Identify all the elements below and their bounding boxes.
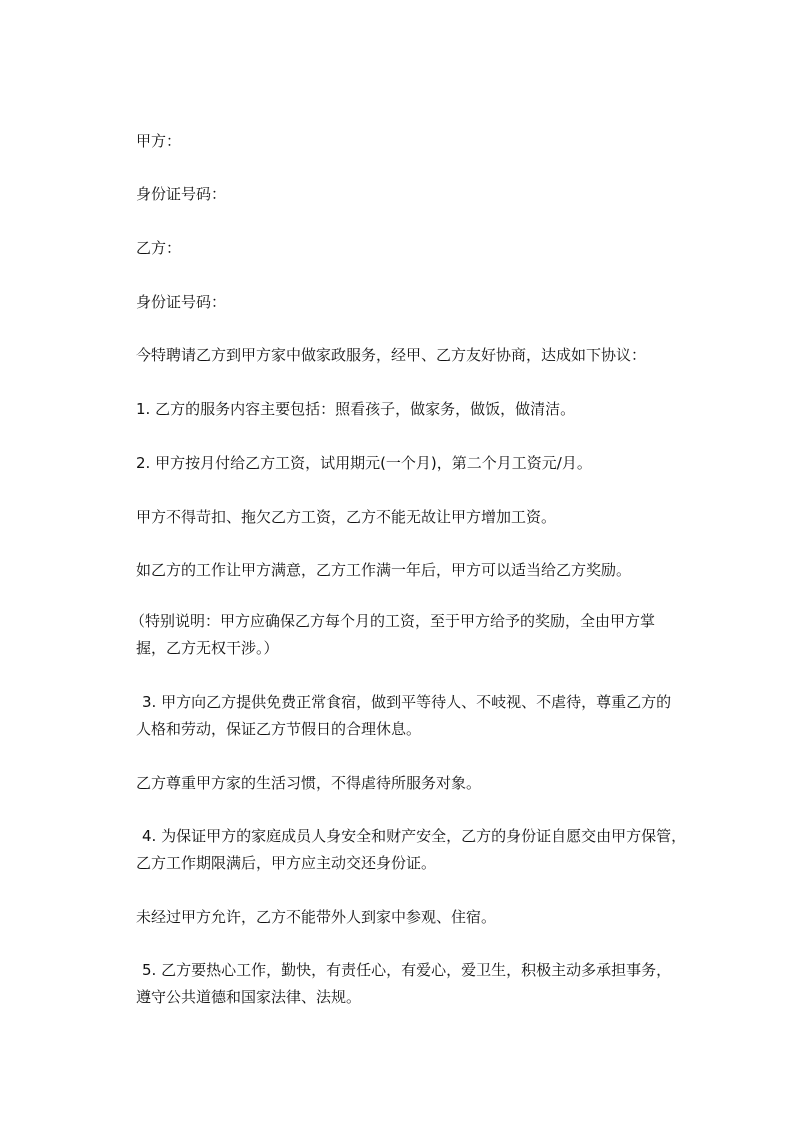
clause-4-line-1: 4. 为保证甲方的家庭成员人身安全和财产安全，乙方的身份证自愿交由甲方保管， [142, 827, 687, 845]
clause-4-line-2: 乙方工作期限满后，甲方应主动交还身份证。 [136, 854, 437, 872]
clause-3-line-1: 3. 甲方向乙方提供免费正常食宿，做到平等待人、不岐视、不虐待，尊重乙方的 [142, 693, 672, 711]
clause-2: 2. 甲方按月付给乙方工资，试用期元(一个月)，第二个月工资元/月。 [136, 454, 592, 472]
clause-3-extra: 乙方尊重甲方家的生活习惯，不得虐待所服务对象。 [136, 774, 482, 792]
clause-2-wage-rule: 甲方不得苛扣、拖欠乙方工资，乙方不能无故让甲方增加工资。 [136, 508, 557, 526]
clause-5-line-1: 5. 乙方要热心工作，勤快，有责任心，有爱心，爱卫生，积极主动多承担事务， [142, 961, 672, 979]
agreement-intro: 今特聘请乙方到甲方家中做家政服务，经甲、乙方友好协商，达成如下协议： [136, 346, 647, 364]
clause-1: 1. 乙方的服务内容主要包括：照看孩子，做家务，做饭，做清洁。 [136, 400, 576, 418]
special-note-line-1: （特别说明：甲方应确保乙方每个月的工资，至于甲方给予的奖励，全由甲方掌 [130, 612, 656, 630]
party-b-id-label: 身份证号码： [136, 293, 227, 311]
clause-5-line-2: 遵守公共道德和国家法律、法规。 [136, 988, 362, 1006]
party-b-label: 乙方： [136, 239, 182, 257]
party-a-id-label: 身份证号码： [136, 185, 227, 203]
clause-4-extra: 未经过甲方允许，乙方不能带外人到家中参观、住宿。 [136, 908, 497, 926]
clause-2-bonus-rule: 如乙方的工作让甲方满意，乙方工作满一年后，甲方可以适当给乙方奖励。 [136, 561, 632, 579]
clause-3-line-2: 人格和劳动，保证乙方节假日的合理休息。 [136, 720, 422, 738]
special-note-line-2: 握，乙方无权干涉。） [136, 639, 279, 657]
party-a-label: 甲方： [136, 132, 182, 150]
